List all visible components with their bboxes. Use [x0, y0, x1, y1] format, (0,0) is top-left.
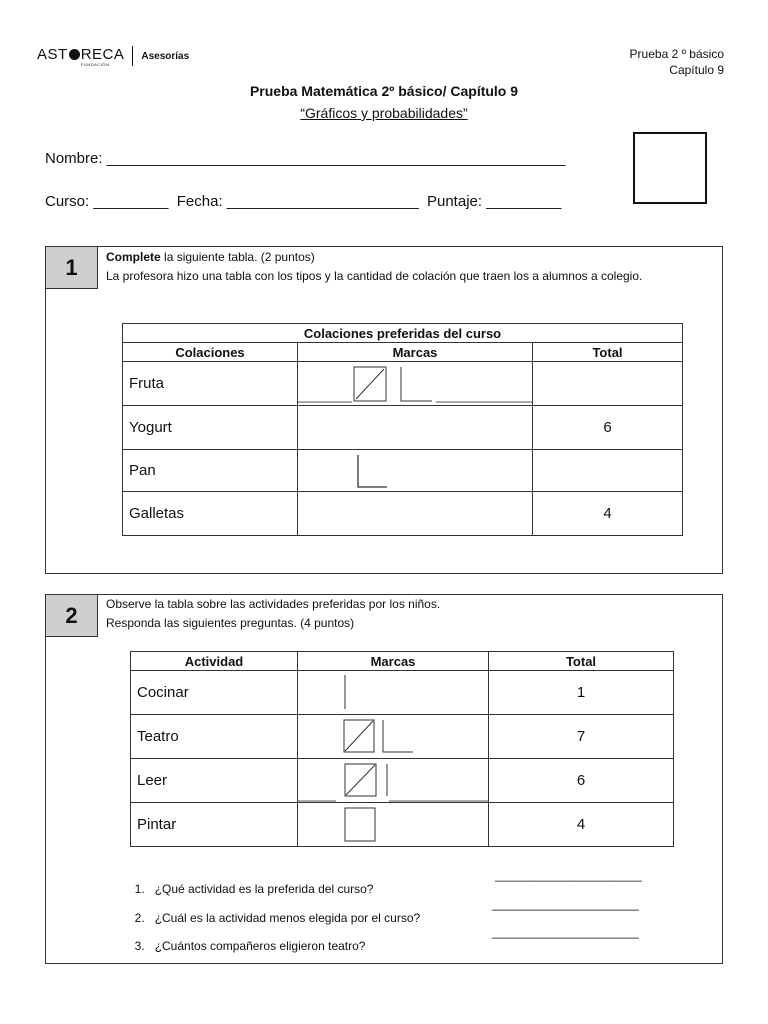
answer-line[interactable]: ______________________	[492, 925, 639, 939]
header-info	[630, 46, 724, 78]
answer-line[interactable]: ______________________	[495, 868, 642, 882]
question-text: ¿Cuál es la actividad menos elegida por el curso?	[154, 911, 421, 925]
logo-text: AST	[37, 46, 68, 63]
row-label: Galletas	[123, 492, 298, 536]
name-field[interactable]: Nombre: _______________________________________________________	[45, 150, 566, 167]
table-row	[123, 406, 683, 450]
question-text: ¿Cuántos compañeros eligieron teatro?	[154, 939, 366, 953]
instruction-text: La profesora hizo una tabla con los tipos y la cantidad de colación que traen los a alumnos a colegio.	[106, 269, 643, 283]
question-number: 3.	[134, 939, 145, 953]
header-test-name: Prueba 2 º básico	[629, 47, 724, 61]
tally-marks	[298, 759, 489, 803]
header-chapter: Capítulo 9	[669, 63, 724, 77]
logo-circle-icon	[69, 49, 80, 60]
column-header: Actividad	[131, 652, 298, 671]
table-row	[131, 803, 674, 847]
page-title: Prueba Matemática 2º básico/ Capítulo 9	[249, 83, 519, 99]
logo-subtext: FUNDACIÓN	[81, 62, 110, 67]
tally-marks-icon	[298, 759, 488, 803]
tally-marks	[298, 450, 533, 492]
instruction-text: Responda las siguientes preguntas. (4 puntos)	[106, 616, 355, 630]
section-2-instructions	[106, 595, 716, 633]
row-total: 4	[489, 803, 674, 847]
section-number: 1	[46, 247, 98, 289]
row-total: 1	[489, 671, 674, 715]
row-label: Teatro	[131, 715, 298, 759]
question-item	[128, 868, 373, 896]
row-label: Cocinar	[131, 671, 298, 715]
row-total[interactable]	[533, 450, 683, 492]
column-header: Colaciones	[123, 343, 298, 362]
answer-line[interactable]: ______________________	[492, 897, 639, 911]
question-item	[128, 897, 420, 925]
logo-text: RECA	[80, 46, 125, 63]
tally-marks-icon	[298, 450, 532, 492]
logo-division: Asesorías	[141, 51, 190, 62]
page-subtitle: “Gráficos y probabilidades”	[300, 105, 468, 121]
table-row	[131, 759, 674, 803]
row-label: Fruta	[123, 362, 298, 406]
column-header: Total	[533, 343, 683, 362]
tally-marks	[298, 362, 533, 406]
column-header: Marcas	[298, 343, 533, 362]
tally-marks	[298, 715, 489, 759]
question-text: ¿Qué actividad es la preferida del curso?	[154, 882, 374, 896]
tally-marks	[298, 803, 489, 847]
logo	[37, 46, 189, 67]
tally-marks-icon	[298, 715, 488, 759]
tally-marks-icon	[298, 362, 532, 406]
row-label: Pintar	[131, 803, 298, 847]
row-total: 7	[489, 715, 674, 759]
tally-marks-icon	[298, 803, 488, 847]
table-row	[123, 492, 683, 536]
row-label: Leer	[131, 759, 298, 803]
row-total: 6	[489, 759, 674, 803]
row-total[interactable]	[533, 362, 683, 406]
section-number: 2	[46, 595, 98, 637]
course-date-score-fields[interactable]: Curso: _________ Fecha: _______________________ Puntaje: _________	[45, 193, 562, 210]
instruction-text: la siguiente tabla. (2 puntos)	[160, 250, 315, 264]
table-row	[131, 671, 674, 715]
instruction-text: Observe la tabla sobre las actividades preferidas por los niños.	[106, 597, 441, 611]
question-item	[128, 925, 365, 953]
table-caption: Colaciones preferidas del curso	[123, 324, 683, 343]
logo-divider	[132, 46, 133, 66]
row-label: Yogurt	[123, 406, 298, 450]
question-number: 2.	[134, 911, 145, 925]
column-header: Total	[489, 652, 674, 671]
activities-table	[130, 651, 674, 847]
row-label: Pan	[123, 450, 298, 492]
table-row	[123, 362, 683, 406]
table-row	[123, 450, 683, 492]
question-number: 1.	[134, 882, 145, 896]
tally-marks[interactable]	[298, 492, 533, 536]
lunch-table	[122, 323, 683, 536]
tally-marks	[298, 671, 489, 715]
tally-marks-icon	[298, 671, 488, 715]
row-total: 6	[533, 406, 683, 450]
score-box	[633, 132, 707, 204]
section-1-instructions	[106, 248, 716, 286]
row-total: 4	[533, 492, 683, 536]
table-row	[131, 715, 674, 759]
column-header: Marcas	[298, 652, 489, 671]
instruction-bold: Complete	[106, 250, 161, 264]
tally-marks[interactable]	[298, 406, 533, 450]
